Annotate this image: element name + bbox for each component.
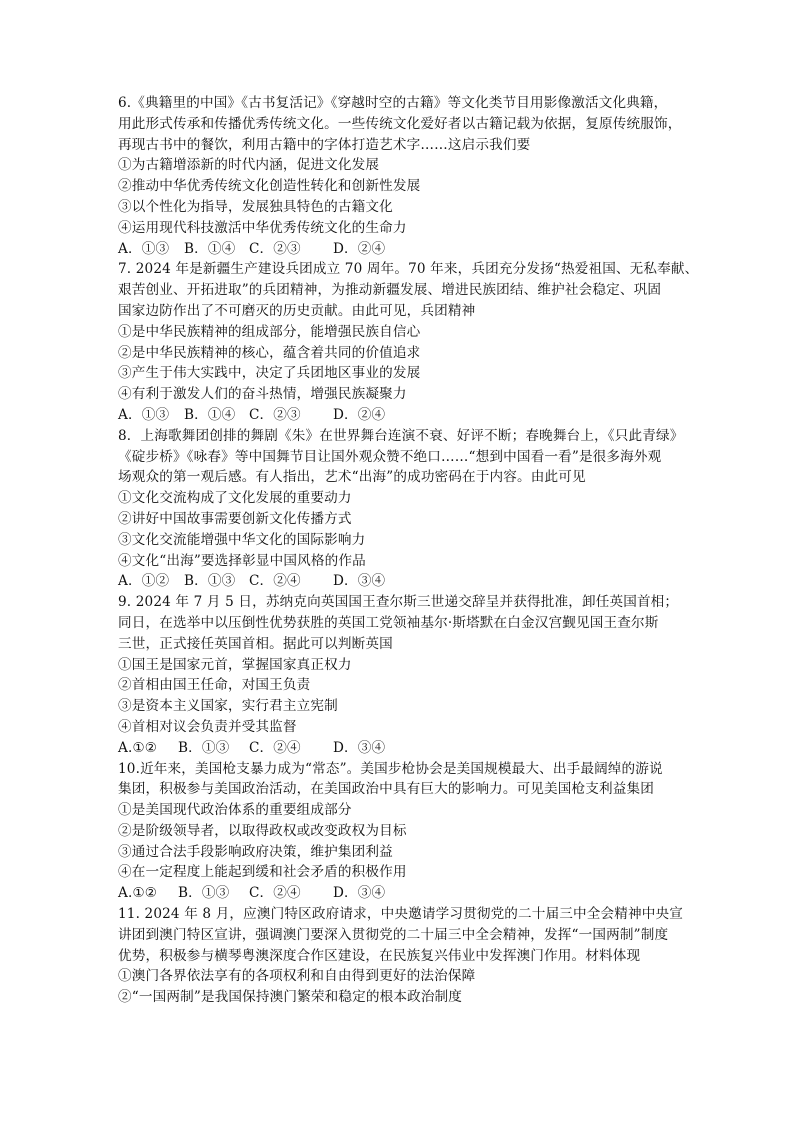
answer-options bbox=[118, 571, 680, 592]
option-c: C．②③ bbox=[249, 406, 301, 423]
statement-item: ①国王是国家元首，掌握国家真正权力 bbox=[118, 656, 352, 673]
option-b: B．①③ bbox=[178, 885, 230, 902]
option-d: D．③④ bbox=[333, 885, 386, 902]
option-c: C．②③ bbox=[249, 240, 301, 257]
question-stem-line: 6.《典籍里的中国》《古书复活记》《穿越时空的古籍》等文化类节目用影像激活文化典籍， bbox=[118, 95, 668, 111]
question-6 bbox=[118, 93, 680, 259]
statement-item: ③是资本主义国家，实行君主立宪制 bbox=[118, 698, 338, 715]
statement-item: ④在一定程度上能起到缓和社会矛盾的积极作用 bbox=[118, 864, 407, 881]
exam-page bbox=[118, 93, 699, 1008]
question-stem-line: 国家边防作出了不可磨灭的历史贡献。由此可见，兵团精神 bbox=[118, 302, 476, 319]
question-9 bbox=[118, 592, 680, 758]
option-a: A．①② bbox=[118, 573, 170, 590]
statement-item: ①文化交流构成了文化发展的重要动力 bbox=[118, 490, 352, 507]
option-d: D．②④ bbox=[333, 240, 386, 257]
statement-item: ①澳门各界依法享有的各项权利和自由得到更好的法治保障 bbox=[118, 968, 476, 985]
question-stem-line: 11. 2024 年 8 月，应澳门特区政府请求，中央邀请学习贯彻党的二十届三中全会精神中央宣 bbox=[118, 906, 683, 923]
statement-item: ④有利于激发人们的奋斗热情，增强民族凝聚力 bbox=[118, 386, 407, 403]
question-11 bbox=[118, 904, 683, 1008]
question-stem-line: 10.近年来，美国枪支暴力成为“常态”。美国步枪协会是美国规模最大、出手最阔绰的游说 bbox=[118, 760, 663, 777]
question-stem-line: 三世，正式接任英国首相。据此可以判断英国 bbox=[118, 635, 393, 652]
question-stem-line: 9. 2024 年 7 月 5 日，苏纳克向英国国王查尔斯三世递交辞呈并获得批准，卸任英国首相； bbox=[118, 594, 679, 611]
question-stem-line: 再现古书中的餐饮，利用古籍中的字体打造艺术字……这启示我们要 bbox=[118, 136, 531, 153]
option-d: D．③④ bbox=[333, 739, 386, 756]
option-b: B．①③ bbox=[184, 573, 236, 590]
option-a: A.①② bbox=[118, 739, 158, 756]
statement-item: ①是中华民族精神的组成部分，能增强民族自信心 bbox=[118, 323, 421, 340]
statement-item: ③文化交流能增强中华文化的国际影响力 bbox=[118, 531, 366, 548]
question-stem-line: 讲团到澳门特区宣讲，强调澳门要深入贯彻党的二十届三中全会精神，发挥“一国两制”制度 bbox=[118, 926, 669, 943]
answer-options bbox=[118, 738, 680, 759]
statement-item: ②“一国两制”是我国保持澳门繁荣和稳定的根本政治制度 bbox=[118, 989, 463, 1006]
statement-item: ③产生于伟大实践中，决定了兵团地区事业的发展 bbox=[118, 365, 421, 382]
statement-item: ④运用现代科技激活中华优秀传统文化的生命力 bbox=[118, 219, 407, 236]
question-stem-line: 集团，积极参与美国政治活动，在美国政治中具有巨大的影响力。可见美国枪支利益集团 bbox=[118, 781, 655, 798]
question-10 bbox=[118, 759, 680, 905]
question-stem-line: 艰苦创业、开拓进取”的兵团精神，为推动新疆发展、增进民族团结、维护社会稳定、巩固 bbox=[118, 282, 662, 299]
statement-item: ①为古籍增添新的时代内涵，促进文化发展 bbox=[118, 157, 380, 174]
question-stem-line: 用此形式传承和传播优秀传统文化。一些传统文化爱好者以古籍记载为依据，复原传统服饰， bbox=[118, 115, 682, 132]
statement-item: ②首相由国王任命，对国王负责 bbox=[118, 677, 311, 694]
statement-item: ②是阶级领导者，以取得政权或改变政权为目标 bbox=[118, 822, 407, 839]
statement-item: ④首相对议会负责并受其监督 bbox=[118, 718, 297, 735]
statement-item: ③以个性化为指导，发展独具特色的古籍文化 bbox=[118, 198, 393, 215]
statement-item: ③通过合法手段影响政府决策，维护集团利益 bbox=[118, 843, 393, 860]
question-stem-line: 7. 2024 年是新疆生产建设兵团成立 70 周年。70 年来，兵团充分发扬“热爱祖国、无私奉献、 bbox=[118, 261, 699, 278]
question-stem-line: 同日，在选举中以压倒性优势获胜的英国工党领袖基尔·斯塔默在白金汉宫觐见国王查尔斯 bbox=[118, 614, 659, 631]
answer-options bbox=[118, 239, 680, 260]
question-stem-line: 场观众的第一观后感。有人指出，艺术“出海”的成功密码在于内容。由此可见 bbox=[118, 469, 586, 486]
option-b: B．①④ bbox=[184, 406, 236, 423]
option-c: C．②④ bbox=[249, 885, 301, 902]
statement-item: ①是美国现代政治体系的重要组成部分 bbox=[118, 802, 352, 819]
statement-item: ④文化“出海”要选择彰显中国风格的作品 bbox=[118, 552, 366, 569]
question-stem-line: 《碇步桥》《咏春》等中国舞节目让国外观众赞不绝口……“想到中国看一看”是很多海外观 bbox=[118, 448, 662, 465]
option-a: A．①③ bbox=[118, 406, 170, 423]
question-stem-line: 8．上海歌舞团创排的舞剧《朱》在世界舞台连演不衰、好评不断；春晚舞台上，《只此青绿》 bbox=[118, 427, 684, 444]
statement-item: ②讲好中国故事需要创新文化传播方式 bbox=[118, 510, 352, 527]
statement-item: ②推动中华优秀传统文化创造性转化和创新性发展 bbox=[118, 178, 421, 195]
answer-options bbox=[118, 405, 680, 426]
question-stem-line: 优势，积极参与横琴粤澳深度合作区建设，在民族复兴伟业中发挥澳门作用。材料体现 bbox=[118, 947, 641, 964]
question-7 bbox=[118, 259, 699, 425]
option-a: A．①③ bbox=[118, 240, 170, 257]
statement-item: ②是中华民族精神的核心，蕴含着共同的价值追求 bbox=[118, 344, 421, 361]
option-c: C．②④ bbox=[249, 573, 301, 590]
option-b: B．①③ bbox=[178, 739, 230, 756]
question-8 bbox=[118, 426, 684, 592]
option-b: B．①④ bbox=[184, 240, 236, 257]
option-a: A.①② bbox=[118, 885, 158, 902]
answer-options bbox=[118, 883, 680, 904]
option-d: D．②④ bbox=[333, 406, 386, 423]
option-c: C．②④ bbox=[249, 739, 301, 756]
option-d: D．③④ bbox=[333, 573, 386, 590]
